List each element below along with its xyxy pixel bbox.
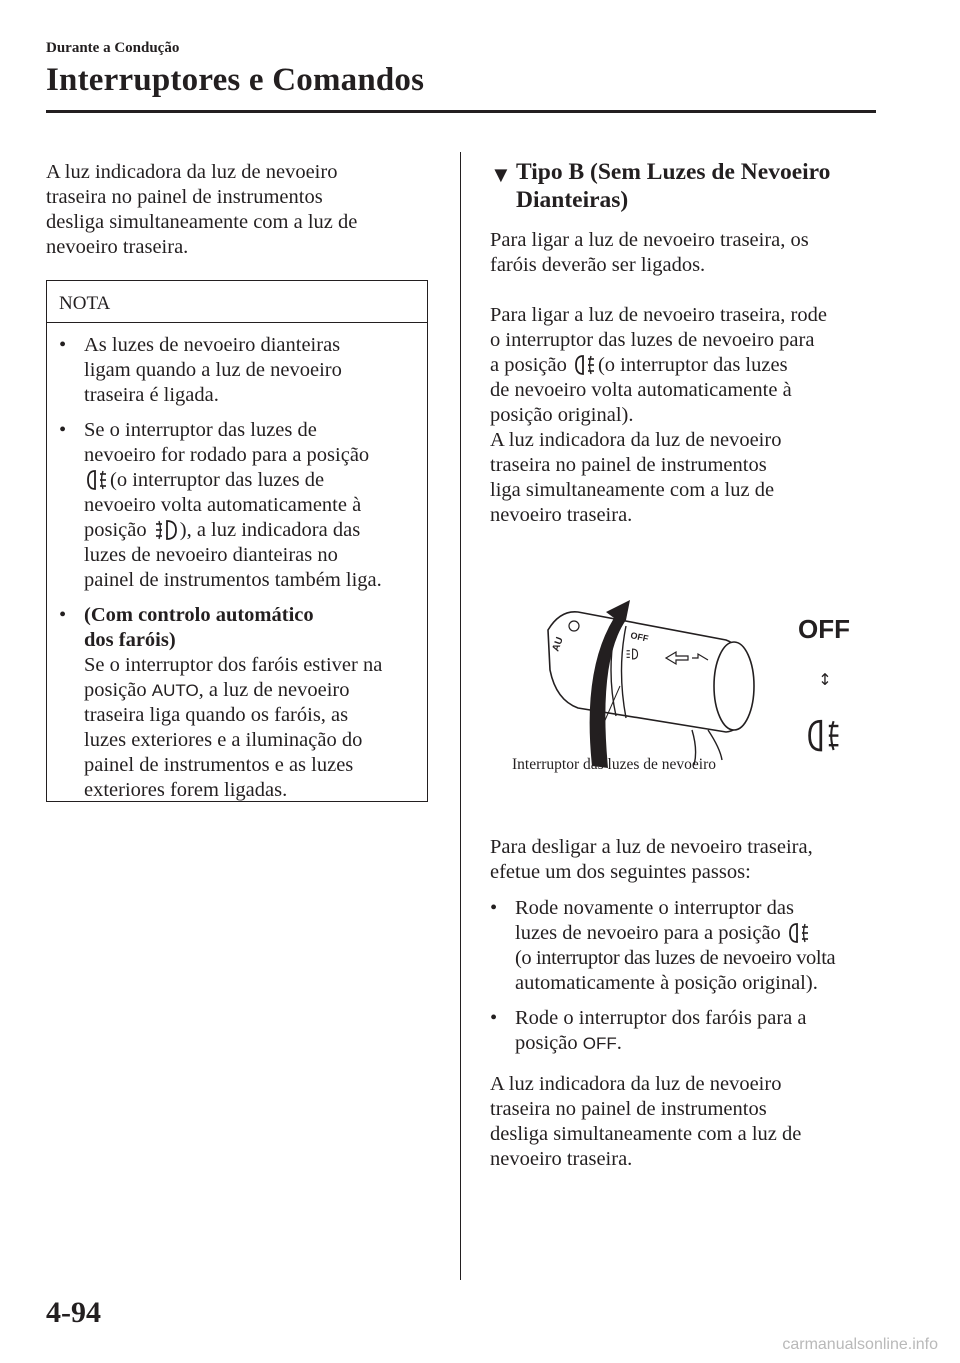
paragraph-2: [490, 303, 875, 528]
nota-item-2: [59, 418, 417, 593]
text-segment: .: [616, 1032, 622, 1054]
text-line: exteriores forem ligadas.: [84, 779, 288, 801]
text-line: [84, 678, 417, 703]
steps-list: [490, 896, 875, 1066]
text-line: [84, 518, 417, 543]
heading-line: Tipo B (Sem Luzes de Nevoeiro: [516, 159, 831, 185]
text-segment: posição: [84, 519, 147, 541]
text-line: posição original).: [490, 404, 634, 426]
text-line: painel de instrumentos e as luzes: [84, 754, 354, 776]
text-line: nevoeiro traseira.: [490, 504, 633, 526]
text-line: traseira no painel de instrumentos: [490, 454, 767, 476]
text-segment: a posição: [490, 354, 567, 376]
text-line: ligam quando a luz de nevoeiro: [84, 359, 342, 381]
text-segment: posição: [515, 1032, 578, 1054]
text-line: nevoeiro traseira.: [46, 236, 189, 258]
text-line: traseira liga quando os faróis, as: [84, 704, 349, 726]
text-line: traseira no painel de instrumentos: [46, 186, 323, 208]
auto-position-label: AUTO: [151, 681, 199, 700]
text-line: (o interruptor das luzes de nevoeiro volta: [515, 947, 836, 969]
text-line: A luz indicadora da luz de nevoeiro: [490, 429, 782, 451]
nota-item-1: [59, 333, 417, 408]
text-line: [490, 353, 875, 378]
front-fog-light-icon: [155, 519, 177, 541]
text-line: automaticamente à posição original).: [515, 972, 818, 994]
rear-fog-light-icon: [789, 922, 809, 944]
step-item-2: [490, 1006, 875, 1056]
bullet: •: [490, 897, 498, 919]
text-line: nevoeiro traseira.: [490, 1148, 633, 1170]
bullet: •: [490, 1007, 498, 1029]
text-line: [515, 921, 875, 946]
nota-item-3: [59, 603, 417, 803]
text-line: luzes de nevoeiro dianteiras no: [84, 544, 338, 566]
text-line: As luzes de nevoeiro dianteiras: [84, 334, 341, 356]
text-line: de nevoeiro volta automaticamente à: [490, 379, 792, 401]
text-segment: posição: [84, 679, 147, 701]
text-line: Se o interruptor dos faróis estiver na: [84, 654, 383, 676]
text-segment: ), a luz indicadora das: [179, 519, 361, 541]
text-line: efetue um dos seguintes passos:: [490, 861, 751, 883]
text-line: faróis deverão ser ligados.: [490, 254, 706, 276]
heading-line: Dianteiras): [516, 187, 629, 213]
text-line: traseira é ligada.: [84, 384, 219, 406]
text-line: Para desligar a luz de nevoeiro traseira,: [490, 836, 813, 858]
off-position-label: OFF: [582, 1034, 617, 1053]
page-title: Interruptores e Comandos: [46, 62, 425, 98]
text-line: o interruptor das luzes de nevoeiro para: [490, 329, 815, 351]
text-segment: luzes de nevoeiro para a posição: [515, 922, 781, 944]
nota-heading: NOTA: [47, 281, 427, 323]
page-number: 4-94: [46, 1296, 101, 1329]
step-item-1: [490, 896, 875, 996]
text-line: A luz indicadora da luz de nevoeiro: [490, 1073, 782, 1095]
section-heading: [490, 158, 870, 214]
paragraph-4: [490, 1072, 875, 1172]
text-segment: (o interruptor das luzes: [597, 354, 788, 376]
text-line: Rode novamente o interruptor das: [515, 897, 794, 919]
figure-caption: Interruptor das luzes de nevoeiro: [512, 756, 717, 773]
text-line: [515, 1031, 875, 1056]
lever-auto-label: AU: [550, 635, 566, 654]
switch-direction-arrow-icon: ↕: [818, 670, 832, 689]
watermark-url: carmanualsonline.info: [782, 1336, 938, 1353]
paragraph-1: [490, 228, 875, 278]
text-line: desliga simultaneamente com a luz de: [46, 211, 358, 233]
text-line: Para ligar a luz de nevoeiro traseira, os: [490, 229, 809, 251]
text-line: nevoeiro volta automaticamente à: [84, 494, 362, 516]
off-position-label: OFF: [798, 614, 850, 644]
text-line: Se o interruptor das luzes de: [84, 419, 317, 441]
text-line: A luz indicadora da luz de nevoeiro: [46, 161, 338, 183]
paragraph-3: [490, 835, 875, 885]
text-line: Rode o interruptor dos faróis para a: [515, 1007, 807, 1029]
rear-fog-light-icon: [575, 354, 595, 376]
text-line: dos faróis): [84, 629, 176, 651]
text-line: [84, 468, 417, 493]
nota-list: [47, 323, 427, 803]
bullet: •: [59, 334, 67, 356]
section-label: Durante a Condução: [46, 40, 180, 56]
text-line: Para ligar a luz de nevoeiro traseira, rode: [490, 304, 827, 326]
header-rule: [46, 110, 876, 113]
lever-off-label: OFF: [629, 630, 650, 644]
left-intro-paragraph: [46, 160, 436, 260]
text-line: painel de instrumentos também liga.: [84, 569, 382, 591]
rear-fog-light-icon: [810, 721, 839, 750]
text-segment: , a luz de nevoeiro: [198, 679, 350, 701]
nota-box: [46, 280, 428, 802]
heading-triangle-icon: ▼: [490, 162, 512, 187]
text-line: (Com controlo automático: [84, 604, 314, 626]
bullet: •: [59, 419, 67, 441]
text-line: nevoeiro for rodado para a posição: [84, 444, 370, 466]
rear-fog-light-icon: [87, 469, 107, 491]
text-line: desliga simultaneamente com a luz de: [490, 1123, 802, 1145]
text-segment: (o interruptor das luzes de: [110, 469, 325, 491]
text-line: luzes exteriores e a iluminação do: [84, 729, 363, 751]
column-divider: [460, 152, 461, 1280]
bullet: •: [59, 604, 67, 626]
text-line: traseira no painel de instrumentos: [490, 1098, 767, 1120]
text-line: liga simultaneamente com a luz de: [490, 479, 775, 501]
lever-end-cap: [714, 642, 754, 730]
